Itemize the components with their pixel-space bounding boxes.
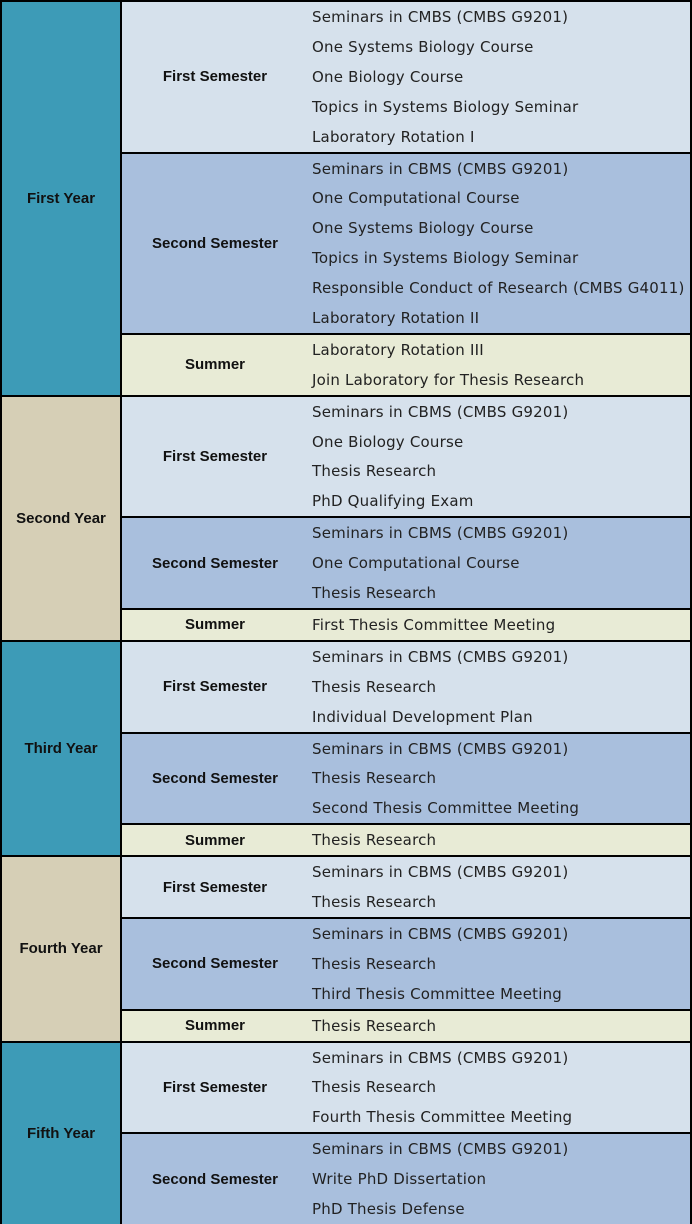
- year-label: Fifth Year: [2, 1043, 120, 1224]
- course-item: Thesis Research: [312, 584, 437, 603]
- course-item: One Systems Biology Course: [312, 219, 534, 238]
- course-item: Third Thesis Committee Meeting: [312, 984, 562, 1003]
- course-item: One Computational Course: [312, 189, 520, 208]
- course-item: Laboratory Rotation III: [312, 340, 484, 359]
- period-label: First Semester: [162, 1078, 268, 1096]
- course-item: Thesis Research: [312, 462, 437, 481]
- course-item: PhD Qualifying Exam: [312, 492, 474, 511]
- course-list: [308, 825, 690, 855]
- period-label: Summer: [184, 831, 246, 849]
- period-label: Second Semester: [152, 554, 278, 572]
- course-list: [308, 2, 690, 151]
- course-item: Laboratory Rotation I: [312, 127, 475, 146]
- course-list: [308, 734, 690, 824]
- course-item: Seminars in CBMS (CMBS G9201): [312, 739, 569, 758]
- period-label: Summer: [184, 616, 246, 634]
- course-item: Thesis Research: [312, 893, 437, 912]
- course-item: One Computational Course: [312, 554, 520, 573]
- course-item: Thesis Research: [312, 831, 437, 850]
- course-item: Seminars in CBMS (CMBS G9201): [312, 647, 569, 666]
- period-label: Second Semester: [152, 955, 278, 973]
- period-label: Second Semester: [152, 1170, 278, 1188]
- year-label: First Year: [2, 2, 120, 395]
- course-item: One Biology Course: [312, 67, 464, 86]
- course-list: [308, 919, 690, 1009]
- course-item: Seminars in CBMS (CMBS G9201): [312, 863, 569, 882]
- course-item: One Systems Biology Course: [312, 37, 534, 56]
- course-item: Individual Development Plan: [312, 707, 533, 726]
- course-list: [308, 518, 690, 608]
- period-label: Summer: [184, 356, 246, 374]
- course-item: Fourth Thesis Committee Meeting: [312, 1108, 573, 1127]
- course-item: Seminars in CBMS (CMBS G9201): [312, 524, 569, 543]
- period-label: Summer: [184, 1017, 246, 1035]
- period-label: First Semester: [162, 878, 268, 896]
- course-item: Topics in Systems Biology Seminar: [312, 97, 579, 116]
- course-item: Thesis Research: [312, 1016, 437, 1035]
- period-label: First Semester: [162, 68, 268, 86]
- course-item: Thesis Research: [312, 677, 437, 696]
- course-list: [308, 1043, 690, 1133]
- course-item: Thesis Research: [312, 1078, 437, 1097]
- course-item: Seminars in CBMS (CMBS G9201): [312, 159, 569, 178]
- course-list: [308, 154, 690, 333]
- course-item: Join Laboratory for Thesis Research: [312, 370, 585, 389]
- period-label: First Semester: [162, 678, 268, 696]
- course-item: Seminars in CBMS (CMBS G9201): [312, 402, 569, 421]
- course-list: [308, 642, 690, 732]
- period-label: Second Semester: [152, 234, 278, 252]
- course-item: Thesis Research: [312, 769, 437, 788]
- course-item: Responsible Conduct of Research (CMBS G4011): [312, 279, 685, 298]
- course-item: First Thesis Committee Meeting: [312, 616, 556, 634]
- course-item: Seminars in CBMS (CMBS G9201): [312, 925, 569, 943]
- course-item: Seminars in CBMS (CMBS G9201): [312, 1048, 569, 1067]
- course-list: [308, 397, 690, 517]
- period-label: Second Semester: [152, 769, 278, 787]
- year-label: Third Year: [2, 642, 120, 855]
- year-label: Second Year: [2, 397, 120, 640]
- course-list: [308, 610, 690, 640]
- course-list: [308, 335, 690, 395]
- course-item: Write PhD Dissertation: [312, 1170, 487, 1189]
- course-item: Laboratory Rotation II: [312, 308, 480, 327]
- course-item: Seminars in CMBS (CMBS G9201): [312, 8, 569, 26]
- period-label: First Semester: [162, 447, 268, 465]
- course-item: One Biology Course: [312, 432, 464, 451]
- course-list: [308, 1134, 690, 1224]
- course-item: Thesis Research: [312, 954, 437, 973]
- course-item: Topics in Systems Biology Seminar: [312, 249, 579, 268]
- course-item: Second Thesis Committee Meeting: [312, 799, 580, 818]
- course-item: Seminars in CBMS (CMBS G9201): [312, 1140, 569, 1159]
- course-item: PhD Thesis Defense: [312, 1200, 465, 1219]
- year-label: Fourth Year: [2, 857, 120, 1040]
- course-list: [308, 1011, 690, 1041]
- course-list: [308, 857, 690, 917]
